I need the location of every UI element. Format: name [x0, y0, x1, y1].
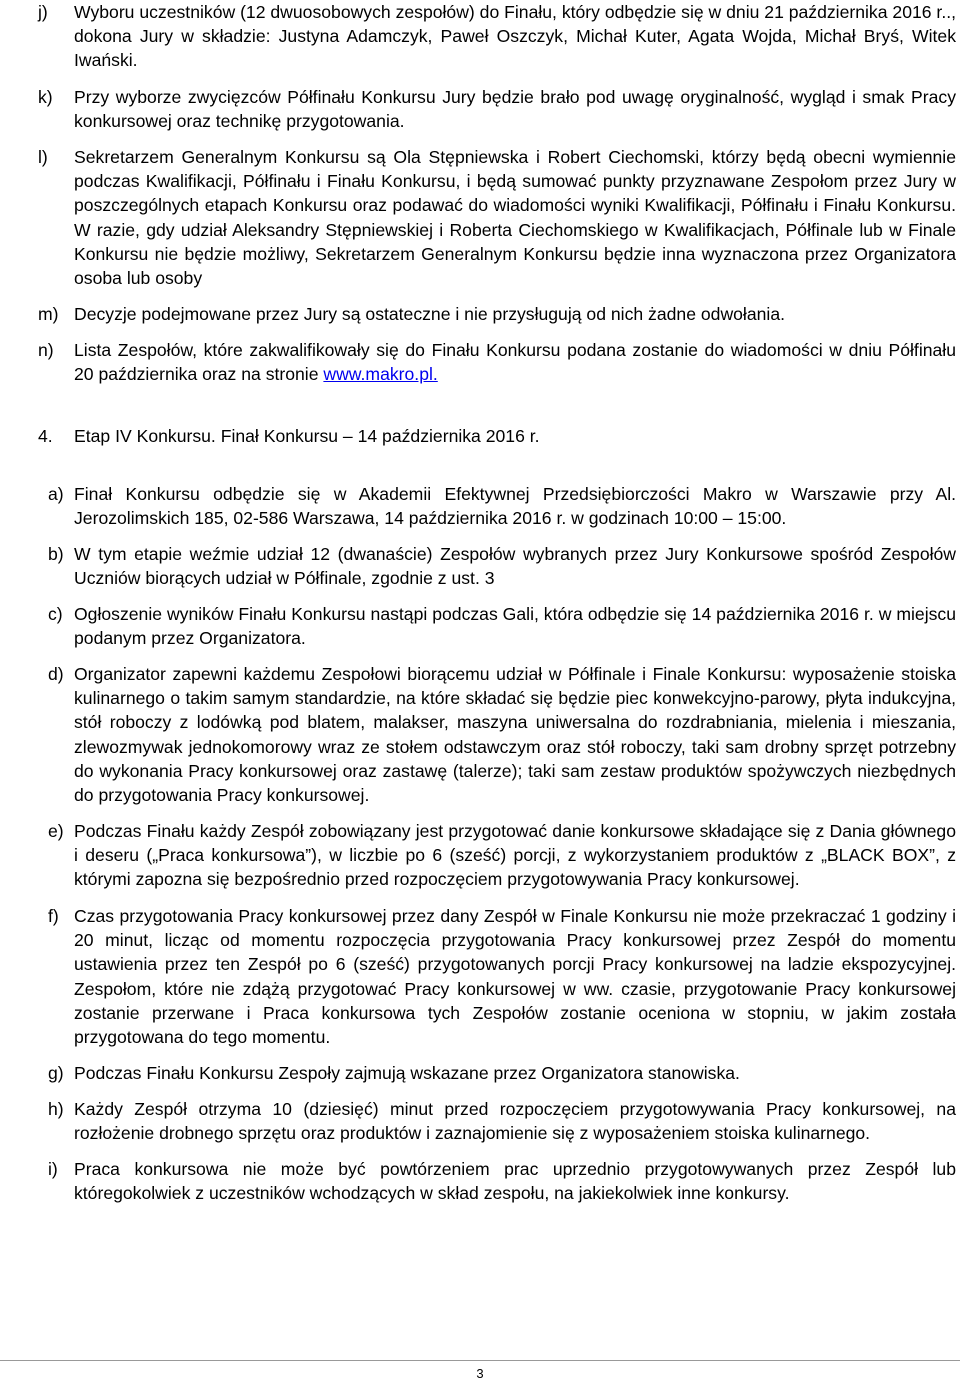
list-item-n [38, 338, 956, 386]
list-text: Każdy Zespół otrzyma 10 (dziesięć) minut przed rozpoczęciem przygotowywania Pracy konkursowej, na rozłożenie drobnego sprzętu oraz produktów i zaznajomienie się z wyposażeniem stoiska kulinarnego. [74, 1099, 956, 1144]
list-label: b) [48, 544, 64, 564]
list-item-l [38, 145, 956, 290]
section-number: 4. [38, 426, 53, 446]
list-label: j) [38, 2, 48, 22]
list-label: c) [48, 604, 63, 624]
list-text: Decyzje podejmowane przez Jury są ostateczne i nie przysługują od nich żadne odwołania. [74, 304, 785, 324]
list-label: f) [48, 906, 59, 926]
list-text: Ogłoszenie wyników Finału Konkursu nastąpi podczas Gali, która odbędzie się 14 października 2016 r. w miejscu podanym przez Organizatora. [74, 604, 956, 649]
list-item-k [38, 85, 956, 133]
list-item-e [38, 819, 956, 892]
list-label: m) [38, 304, 59, 324]
list-item-b [38, 542, 956, 590]
list-text: Sekretarzem Generalnym Konkursu są Ola Stępniewska i Robert Ciechomski, którzy będą obecni wymiennie podczas Kwalifikacji, Półfinału i Finału Konkursu, i będą sumować punkty przyznawane Zespołom przez Jury w poszczególnych etapach Konkursu oraz podawać do wiadomości wyniki Kwalifikacji, Półfinału i Finału Konkursu. W razie, gdy udział Aleksandry Stępniewskiej i Roberta Ciechomskiego w Kwalifikacjach, Półfinale lub w Finale Konkursu nie będzie możliwy, Sekretarzem Generalnym Konkursu będzie inna wyznaczona przez Organizatora osoba lub osoby [74, 147, 956, 289]
list-item-j [38, 0, 956, 73]
list-label: i) [48, 1159, 58, 1179]
list-text: Podczas Finału Konkursu Zespoły zajmują wskazane przez Organizatora stanowiska. [74, 1063, 740, 1083]
list-label: g) [48, 1063, 64, 1083]
list-label: e) [48, 821, 64, 841]
list-text-body: Lista Zespołów, które zakwalifikowały się do Finału Konkursu podana zostanie do wiadomości w dniu Półfinału 20 października oraz na stronie [74, 340, 956, 385]
list-label: l) [38, 147, 48, 167]
list-text: Praca konkursowa nie może być powtórzeniem prac uprzednio przygotowywanych przez Zespół lub któregokolwiek z uczestników wchodzących w skład zespołu, na jakiekolwiek inne konkursy. [74, 1159, 956, 1204]
list-text [74, 338, 956, 386]
list-item-m [38, 302, 956, 326]
section-title: Etap IV Konkursu. Finał Konkursu – 14 października 2016 r. [74, 426, 540, 446]
list-text: Czas przygotowania Pracy konkursowej przez dany Zespół w Finale Konkursu nie może przekraczać 1 godziny i 20 minut, licząc od momentu rozpoczęcia przygotowania Pracy konkursowej przez Zespół do momentu ustawienia przez ten Zespół po 6 (sześć) przygotowanych porcji Pracy konkursowej na ladzie ekspozycyjnej. Zespołom, które nie zdążą przygotować Pracy konkursowej w ww. czasie, przygotowanie Pracy konkursowej zostanie przerwane i Praca konkursowa tych Zespołów zostanie oceniona w stopniu, w jakim została przygotowana do tego momentu. [74, 906, 956, 1048]
list-item-a [38, 482, 956, 530]
list-label: h) [48, 1099, 64, 1119]
list-item-c [38, 602, 956, 650]
list-label: a) [48, 484, 64, 504]
list-item-f [38, 904, 956, 1049]
page-number: 3 [476, 1366, 484, 1381]
list-text: Wyboru uczestników (12 dwuosobowych zespołów) do Finału, który odbędzie się w dniu 21 października 2016 r.., dokona Jury w składzie: Justyna Adamczyk, Paweł Oszczyk, Michał Kuter, Agata Wojda, Michał Bryś, Witek Iwański. [74, 2, 956, 71]
website-link[interactable]: www.makro.pl. [323, 364, 438, 385]
footer-divider [0, 1360, 960, 1361]
list-label: k) [38, 87, 53, 107]
list-item-d [38, 662, 956, 807]
list-text: Podczas Finału każdy Zespół zobowiązany jest przygotować danie konkursowe składające się z Dania głównego i deseru („Praca konkursowa”), w liczbie po 6 (sześć) porcji, z wykorzystaniem produktów z „BLACK BOX”, z którymi zapozna się bezpośrednio przed rozpoczęciem przygotowywania Pracy konkursowej. [74, 821, 956, 890]
list-item-h [38, 1097, 956, 1145]
list-label: d) [48, 664, 64, 684]
list-label: n) [38, 340, 54, 360]
list-text: Organizator zapewni każdemu Zespołowi biorącemu udział w Półfinale i Finale Konkursu: wyposażenie stoiska kulinarnego o takim samym standardzie, na które składać się będzie piec konwekcyjno-parowy, płyta indukcyjna, stół roboczy z lodówką pod blatem, malakser, maszyna uniwersalna do rozdrabniania, mielenia i mieszania, zlewozmywak jednokomorowy wraz ze stołem odstawczym oraz stół roboczy, taki sam drobny sprzęt potrzebny do wykonania Pracy konkursowej oraz zastawę (talerze); taki sam zestaw produktów spożywczych niezbędnych do przygotowania Pracy konkursowej. [74, 664, 956, 806]
list-item-i [38, 1157, 956, 1205]
list-text: W tym etapie weźmie udział 12 (dwanaście) Zespołów wybranych przez Jury Konkursowe spośród Zespołów Uczniów biorących udział w Półfinale, zgodnie z ust. 3 [74, 544, 956, 589]
list-text: Finał Konkursu odbędzie się w Akademii Efektywnej Przedsiębiorczości Makro w Warszawie przy Al. Jerozolimskich 185, 02-586 Warszawa, 14 października 2016 r. w godzinach 10:00 – 15:00. [74, 484, 956, 529]
list-item-g [38, 1061, 956, 1085]
list-text: Przy wyborze zwycięzców Półfinału Konkursu Jury będzie brało pod uwagę oryginalność, wygląd i smak Pracy konkursowej oraz technikę przygotowania. [74, 87, 956, 132]
section-heading [38, 424, 540, 448]
